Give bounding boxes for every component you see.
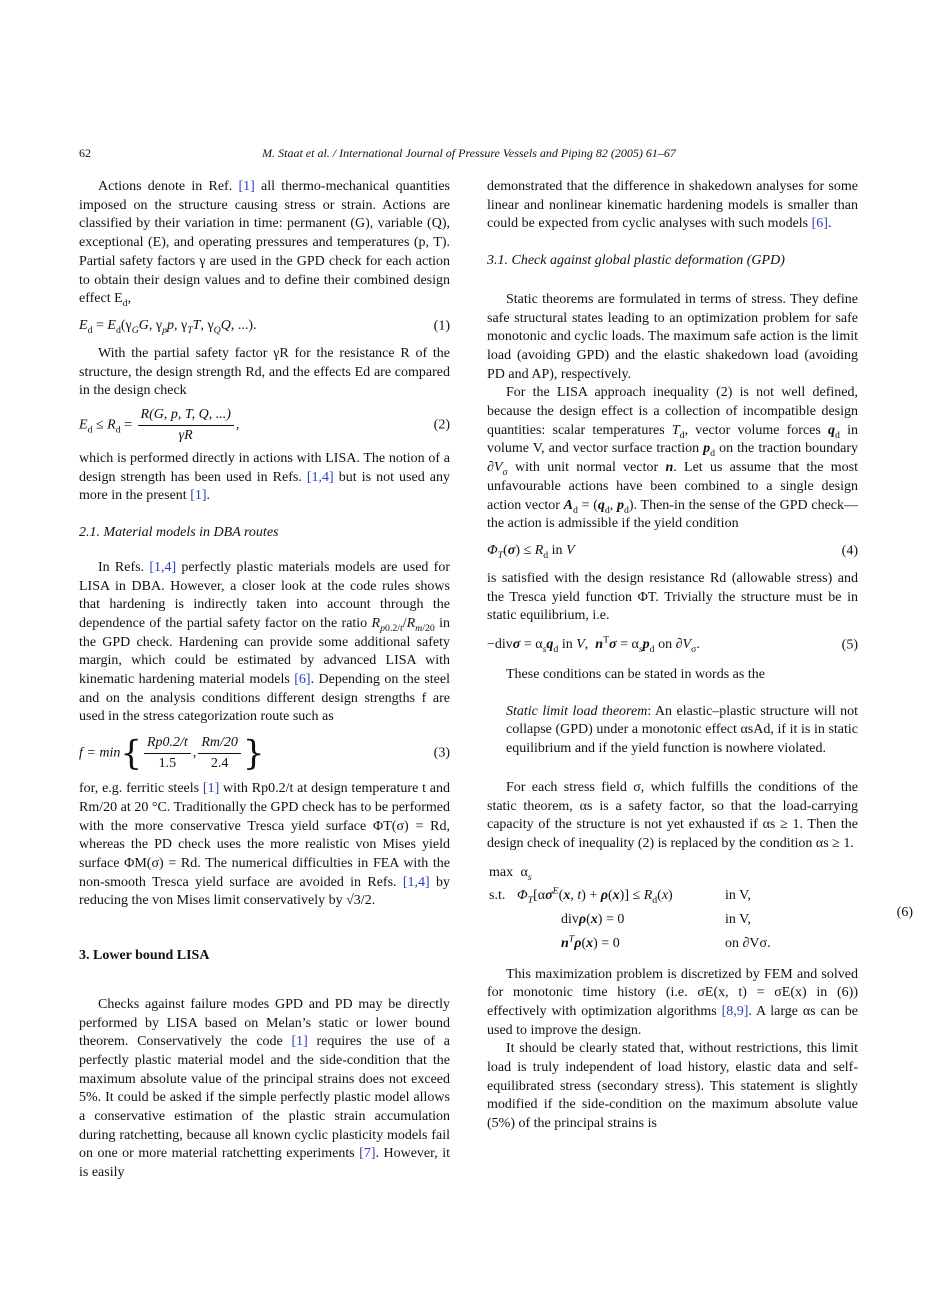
paragraph: for, e.g. ferritic steels [1] with Rp0.2/t at design temperature t and Rm/20 at 20 °C. Traditionally the GPD check has to be performed with the more conservative Tresca yield surface ΦT(σ) = Rd, whereas the PD check uses the more realistic von Mises yield surface ΦM(σ) = Rd. The numerical difficulties in FEA with the non-smooth Tresca yield surface are avoided in Refs. [1,4] by reducing the von Mises limit conservatively by √3/2.: [79, 781, 451, 909]
paragraph: Static theorems are formulated in terms of stress. They define safe structural states leading to an optimization problem for safe monotonic and cyclic loads. The maximum safe action is the limit load (avoiding GPD) and the elastic shakedown load (avoiding PD and AP), respectively.: [487, 291, 858, 382]
running-head: M. Staat et al. / International Journal of Pressure Vessels and Piping 82 (2005) 61–67: [262, 146, 676, 160]
paragraph: Actions denote in Ref. [1] all thermo-mechanical quantities imposed on the structure causing stress or strain. Actions are classified by their variation in time: permanent (G), variable (Q), exceptional (E), and operating pressures and temperatures (p, T). Partial safety factors γ are used in the GPD check for each action to obtain their design values and to define their combined design effect $E_d$,: [79, 179, 451, 310]
paragraph: It should be clearly stated that, without restrictions, this limit load is truly independent of load history, elastic data and self-equilibrated stress (secondary stress). This statement is slightly modified if the side-condition on the maximum absolute value (5%) of the principal strains is: [487, 1041, 858, 1132]
section-heading: 3. Lower bound LISA: [79, 948, 210, 964]
equation-4-body: $\Phi_T(\sigma) \le R_d$ in V: [487, 542, 575, 561]
equation-5-body: $-div\sigma = \alpha_sq_d$ in V, $n^T\sigma = \alpha_sp_d$ on $\partial V_\sigma$.: [487, 634, 700, 655]
equation-number: (5): [841, 637, 858, 653]
paragraph: demonstrated that the difference in shakedown analyses for some linear and nonlinear kinematic hardening models is smaller than could be expected from cyclic analyses with such models [6].: [487, 179, 858, 232]
paragraph: Checks against failure modes GPD and PD may be directly performed by LISA based on Melan’s static or lower bound theorem. Conservatively the code [1] requires the use of a perfectly plastic material model and the side-condition that the maximum absolute value of the principal strains does not exceed 5%. It could be asked if the simple perfectly plastic model allows a conservative estimation of the plastic strain accumulation during ratchetting, because all known cyclic plasticity models fail on one or more material ratchetting experiments [7]. However, it is easily: [79, 996, 451, 1181]
equation-5: [487, 636, 858, 656]
paragraph: These conditions can be stated in words as the: [506, 667, 765, 683]
section-heading: 2.1. Material models in DBA routes: [79, 525, 279, 541]
paragraph: In Refs. [1,4] perfectly plastic materials models are used for LISA in DBA. However, a closer look at the code rules shows that hardening is indirectly taken into account through the dependence of the partial safety factor on the ratio $R_{p0.2/t}/R_{m/20}$ in the GPD check. Hardening can provide some additional safety margin, which could be estimated by advanced LISA with kinematic hardening material models [6]. Depending on the steel and on the analysis conditions different design strengths f are used in the stress categorization route such as: [79, 559, 451, 725]
citation-link[interactable]: [1]: [291, 1034, 308, 1050]
citation-link[interactable]: [1]: [190, 488, 207, 504]
paragraph: With the partial safety factor γR for the resistance R of the structure, the design strength Rd, and the effects Ed are compared in the design check: [79, 345, 450, 399]
citation-link[interactable]: [6]: [294, 672, 311, 688]
citation-link[interactable]: [1]: [238, 179, 255, 194]
page-header: [79, 146, 859, 162]
citation-link[interactable]: [8,9]: [721, 1003, 749, 1019]
paragraph: This maximization problem is discretized by FEM and solved for monotonic time history (i.e. σE(x, t) = σE(x) in (6)) effectively with optimization algorithms [8,9]. A large αs can be used to improve the design.: [487, 966, 859, 1038]
equation-1: [79, 317, 450, 337]
citation-link[interactable]: [1]: [202, 781, 220, 797]
left-column: [79, 178, 450, 1183]
page-number: 62: [79, 146, 91, 160]
equation-number: (6): [896, 904, 913, 920]
paragraph: For the LISA approach inequality (2) is not well defined, because the design effect is a collection of incompatible design quantities: scalar temperatures $T_d$, vector volume forces $q_d$ in volume V, and vector surface traction $p_d$ on the traction boundary $\partial V_\sigma$ with unit normal vector n. Let us assume that the most unfavourable actions have been combined to a single design action vector $A_d = (q_d$, $p_d$). Then-in the sense of the GPD check—the action is admissible if the yield condition: [487, 385, 859, 532]
section-heading: 3.1. Check against global plastic deformation (GPD): [487, 253, 785, 269]
equation-4: [487, 542, 858, 562]
citation-link[interactable]: [1,4]: [149, 559, 177, 575]
fraction: $\frac{R(G, p, T, Q, ...)}{\gamma R}$: [138, 407, 234, 444]
equation-number: (1): [433, 318, 450, 334]
equation-6: max $\alpha_s$ s.t. $\Phi_T[\alpha\sigma^E(x$, $t) + \rho(x)] \le R_d(x)$ in V, divρ(x) = 0 in V, $n^T\rho(x) = 0$ on ∂Vσ. (6): [489, 864, 913, 951]
equation-3-body: f = min{ $\frac{Rp0.2/t}{1.5}$ , $\frac{Rm/20}{2.4}$ }: [79, 733, 265, 774]
paragraph: For each stress field σ, which fulfills the conditions of the static theorem, αs is a safety factor, so that the load-carrying capacity of the structure is not yet exhausted if αs ≥ 1. Then the design check of inequality (2) is replaced by the condition αs ≥ 1.: [487, 779, 858, 851]
equation-1-body: $E_d = E_d(\gamma_GG$, $\gamma_pp$, $\gamma_TT$, $\gamma_QQ$, ...).: [79, 317, 257, 336]
equation-number: (3): [433, 745, 450, 761]
paragraph: is satisfied with the design resistance Rd (allowable stress) and the Tresca yield function ΦT. Trivially the structure must be in static equilibrium, i.e.: [487, 570, 858, 624]
equation-2-body: $E_d \le R_d$ = $\frac{R(G, p, T, Q, ...)}{\gamma R}$ ,: [79, 407, 240, 444]
paragraph: which is performed directly in actions with LISA. The notion of a design strength has been used in Refs. [1,4] but is not used any more in the present [1].: [79, 451, 450, 504]
citation-link[interactable]: [7]: [359, 1146, 376, 1162]
equation-2: [79, 407, 450, 444]
theorem: Static limit load theorem: An elastic–plastic structure will not collapse (GPD) under a monotonic effect αsAd, if it is in static equilibrium and if the yield function is nowhere violated.: [506, 703, 858, 757]
citation-link[interactable]: [1,4]: [306, 469, 334, 485]
citation-link[interactable]: [6]: [811, 216, 828, 232]
equation-number: (2): [433, 417, 450, 433]
right-column: [487, 178, 913, 1134]
equation-number: (4): [841, 543, 858, 559]
equation-3: [79, 735, 450, 772]
citation-link[interactable]: [1,4]: [402, 874, 430, 890]
